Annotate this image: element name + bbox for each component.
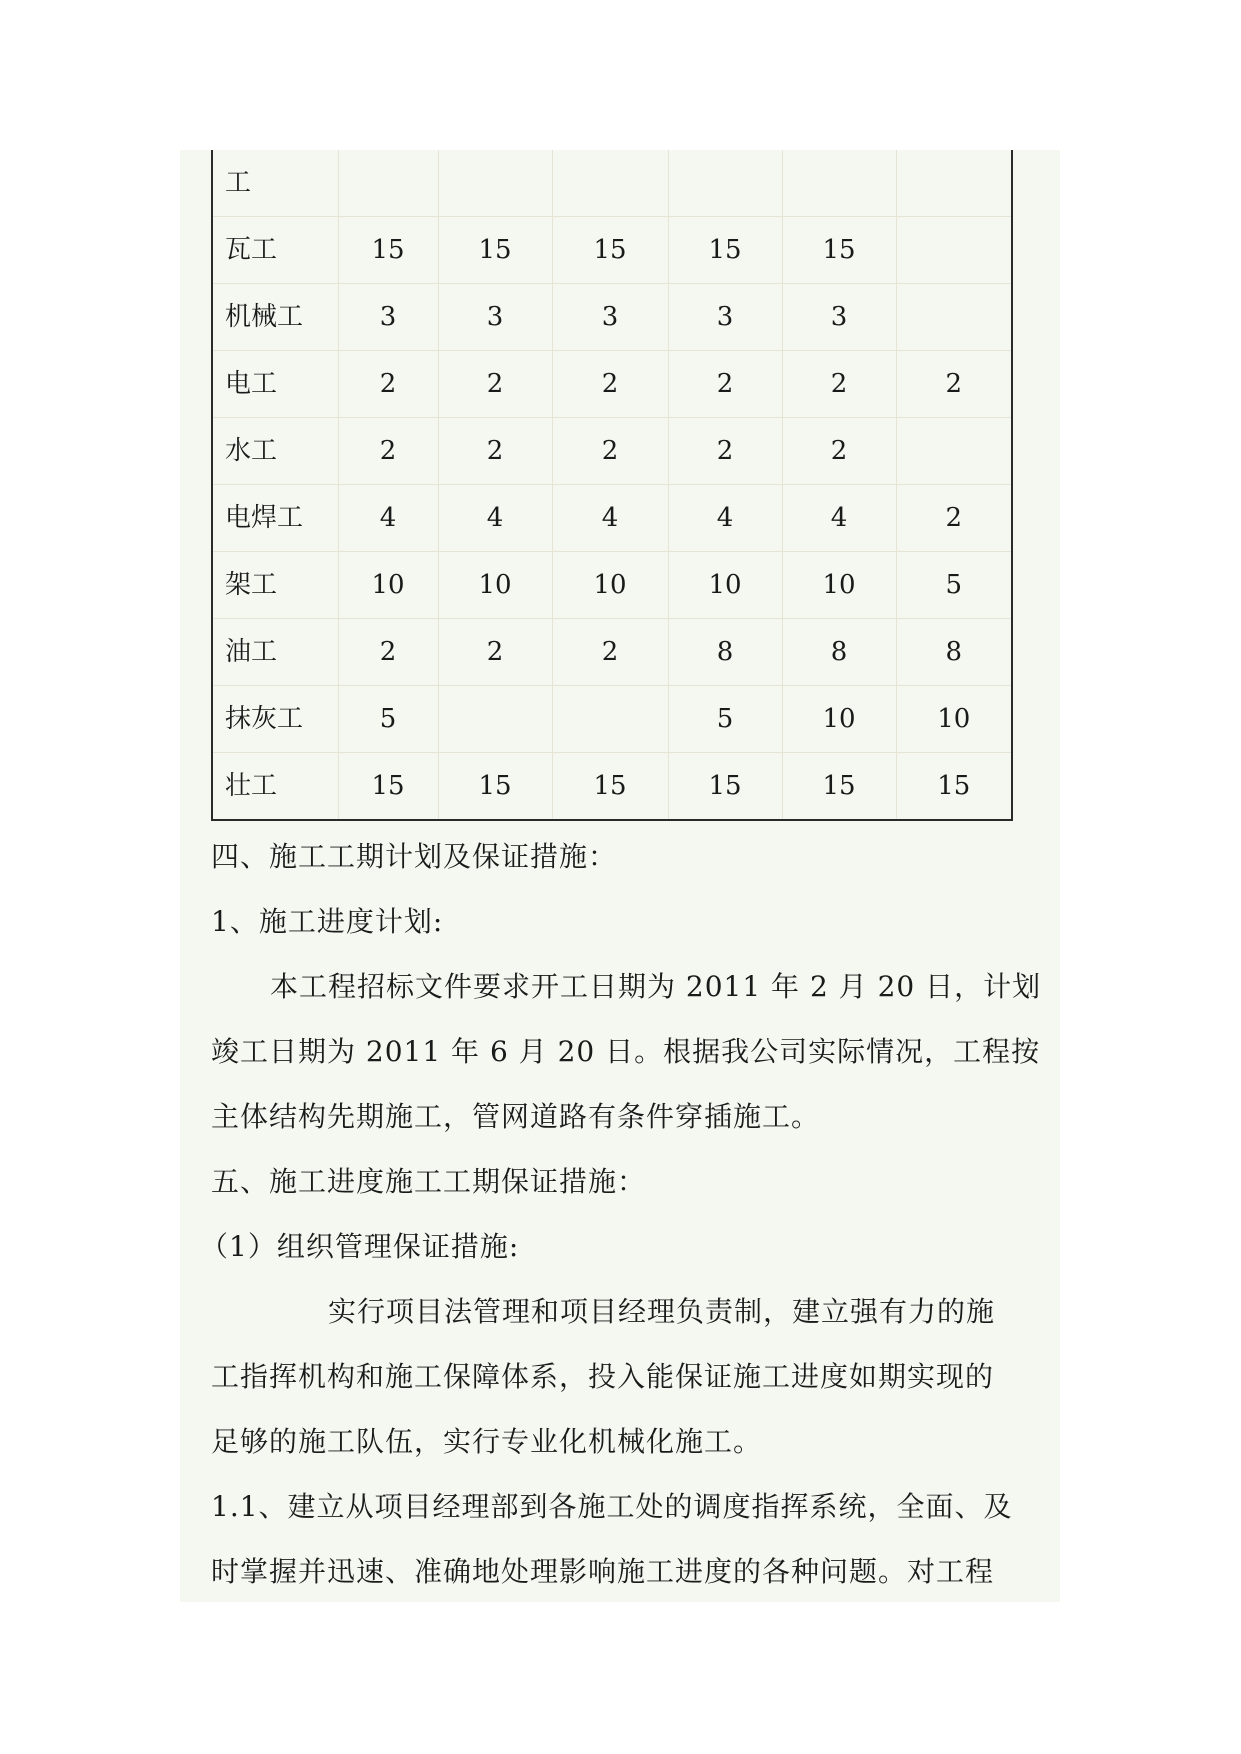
headcount-cell: 2 bbox=[438, 351, 552, 418]
headcount-cell: 15 bbox=[438, 753, 552, 821]
headcount-cell: 2 bbox=[438, 418, 552, 485]
headcount-cell: 15 bbox=[552, 753, 668, 821]
worker-type-cell: 抹灰工 bbox=[212, 686, 338, 753]
headcount-cell: 8 bbox=[782, 619, 896, 686]
headcount-cell bbox=[896, 217, 1012, 284]
headcount-cell: 2 bbox=[338, 418, 438, 485]
section-4-subheading: 1、施工进度计划: bbox=[211, 905, 444, 938]
headcount-cell: 15 bbox=[668, 753, 782, 821]
section-4-heading: 四、施工工期计划及保证措施： bbox=[211, 840, 618, 873]
worker-type-cell: 电工 bbox=[212, 351, 338, 418]
section-5-subheading: （1）组织管理保证措施: bbox=[200, 1230, 520, 1263]
section-5-paragraph-line-3: 足够的施工队伍，实行专业化机械化施工。 bbox=[211, 1425, 763, 1458]
headcount-cell: 2 bbox=[668, 418, 782, 485]
section-5-heading: 五、施工进度施工工期保证措施： bbox=[211, 1165, 647, 1198]
headcount-cell: 2 bbox=[552, 418, 668, 485]
headcount-cell: 15 bbox=[782, 217, 896, 284]
worker-type-cell: 机械工 bbox=[212, 284, 338, 351]
table-row bbox=[212, 485, 1012, 552]
item-1-1-line-1: 1.1、建立从项目经理部到各施工处的调度指挥系统，全面、及 bbox=[211, 1490, 1013, 1523]
headcount-cell: 4 bbox=[552, 485, 668, 552]
headcount-cell: 4 bbox=[338, 485, 438, 552]
section-4-paragraph-line-1: 本工程招标文件要求开工日期为 2011 年 2 月 20 日，计划 bbox=[270, 970, 1042, 1003]
headcount-cell: 2 bbox=[782, 351, 896, 418]
headcount-cell: 5 bbox=[896, 552, 1012, 619]
headcount-cell: 15 bbox=[338, 217, 438, 284]
section-4-paragraph-line-2: 竣工日期为 2011 年 6 月 20 日。根据我公司实际情况，工程按 bbox=[211, 1035, 1041, 1068]
headcount-cell: 15 bbox=[782, 753, 896, 821]
headcount-cell bbox=[896, 150, 1012, 217]
headcount-cell: 3 bbox=[552, 284, 668, 351]
headcount-cell: 2 bbox=[552, 351, 668, 418]
headcount-cell bbox=[896, 418, 1012, 485]
headcount-cell bbox=[438, 686, 552, 753]
headcount-cell: 15 bbox=[668, 217, 782, 284]
headcount-cell: 15 bbox=[438, 217, 552, 284]
section-5-paragraph-line-2: 工指挥机构和施工保障体系，投入能保证施工进度如期实现的 bbox=[211, 1360, 995, 1393]
headcount-cell bbox=[668, 150, 782, 217]
headcount-cell: 15 bbox=[552, 217, 668, 284]
headcount-cell bbox=[552, 150, 668, 217]
headcount-cell: 8 bbox=[668, 619, 782, 686]
table-row bbox=[212, 753, 1012, 821]
headcount-cell bbox=[896, 284, 1012, 351]
headcount-cell: 4 bbox=[782, 485, 896, 552]
headcount-cell: 2 bbox=[896, 485, 1012, 552]
headcount-cell: 3 bbox=[438, 284, 552, 351]
worker-type-cell: 电焊工 bbox=[212, 485, 338, 552]
headcount-cell: 5 bbox=[668, 686, 782, 753]
headcount-cell: 2 bbox=[338, 351, 438, 418]
headcount-cell: 4 bbox=[438, 485, 552, 552]
table-row bbox=[212, 217, 1012, 284]
headcount-cell: 15 bbox=[896, 753, 1012, 821]
headcount-cell: 3 bbox=[668, 284, 782, 351]
headcount-cell bbox=[438, 150, 552, 217]
worker-type-cell: 工 bbox=[212, 150, 338, 217]
headcount-cell: 10 bbox=[896, 686, 1012, 753]
headcount-cell: 5 bbox=[338, 686, 438, 753]
worker-type-cell: 水工 bbox=[212, 418, 338, 485]
headcount-cell: 2 bbox=[338, 619, 438, 686]
worker-type-cell: 架工 bbox=[212, 552, 338, 619]
headcount-cell: 2 bbox=[782, 418, 896, 485]
headcount-cell: 2 bbox=[668, 351, 782, 418]
headcount-cell: 10 bbox=[782, 686, 896, 753]
headcount-cell: 10 bbox=[782, 552, 896, 619]
headcount-cell: 2 bbox=[552, 619, 668, 686]
table-row bbox=[212, 619, 1012, 686]
headcount-cell: 15 bbox=[338, 753, 438, 821]
table-row bbox=[212, 552, 1012, 619]
headcount-cell: 10 bbox=[438, 552, 552, 619]
labor-table-body bbox=[212, 150, 1012, 820]
headcount-cell bbox=[552, 686, 668, 753]
table-row bbox=[212, 284, 1012, 351]
item-1-1-line-2: 时掌握并迅速、准确地处理影响施工进度的各种问题。对工程 bbox=[211, 1555, 995, 1588]
section-5-paragraph-line-1: 实行项目法管理和项目经理负责制，建立强有力的施 bbox=[328, 1295, 996, 1328]
headcount-cell: 10 bbox=[552, 552, 668, 619]
headcount-cell: 10 bbox=[338, 552, 438, 619]
section-4-paragraph-line-3: 主体结构先期施工，管网道路有条件穿插施工。 bbox=[211, 1100, 821, 1133]
labor-table bbox=[211, 150, 1013, 821]
table-row bbox=[212, 686, 1012, 753]
worker-type-cell: 油工 bbox=[212, 619, 338, 686]
headcount-cell: 2 bbox=[896, 351, 1012, 418]
worker-type-cell: 瓦工 bbox=[212, 217, 338, 284]
headcount-cell bbox=[338, 150, 438, 217]
headcount-cell: 2 bbox=[438, 619, 552, 686]
headcount-cell: 4 bbox=[668, 485, 782, 552]
worker-type-cell: 壮工 bbox=[212, 753, 338, 821]
headcount-cell: 3 bbox=[782, 284, 896, 351]
headcount-cell: 8 bbox=[896, 619, 1012, 686]
headcount-cell: 10 bbox=[668, 552, 782, 619]
headcount-cell bbox=[782, 150, 896, 217]
headcount-cell: 3 bbox=[338, 284, 438, 351]
table-row bbox=[212, 150, 1012, 217]
table-row bbox=[212, 418, 1012, 485]
table-row bbox=[212, 351, 1012, 418]
